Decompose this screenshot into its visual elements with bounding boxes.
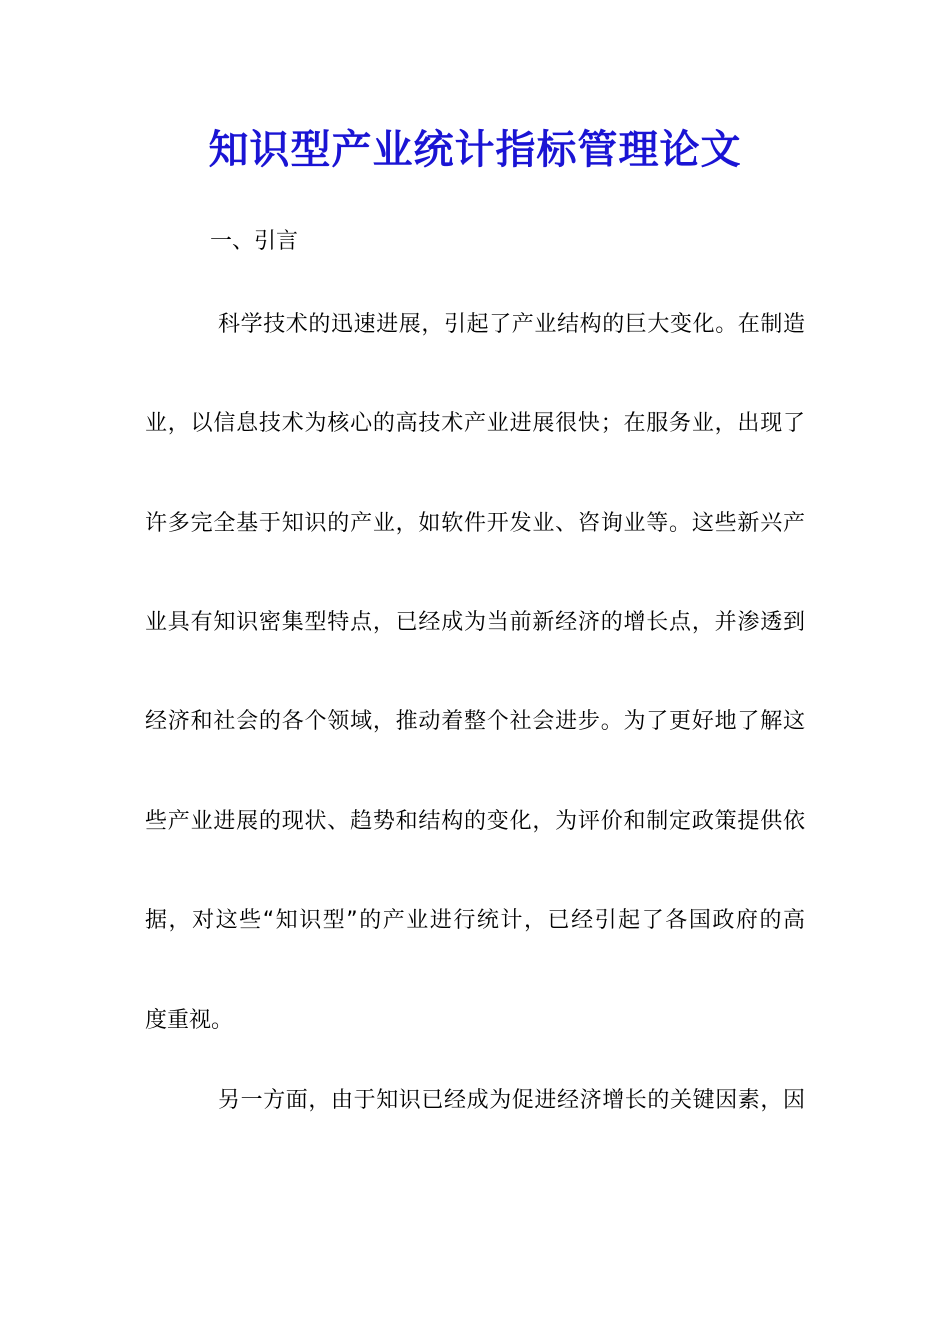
paragraph-1-line-5: 经济和社会的各个领域，推动着整个社会进步。为了更好地了解这: [145, 709, 805, 734]
paragraph-1-line-6: 些产业进展的现状、趋势和结构的变化，为评价和制定政策提供依: [145, 809, 805, 834]
paragraph-1-line-3: 许多完全基于知识的产业，如软件开发业、咨询业等。这些新兴产: [145, 511, 805, 536]
paragraph-1-line-2: 业，以信息技术为核心的高技术产业进展很快；在服务业，出现了: [145, 411, 805, 436]
document-title: 知识型产业统计指标管理论文: [208, 126, 742, 173]
section-heading-introduction: 一、引言: [210, 229, 299, 254]
paragraph-2-line-1: 另一方面，由于知识已经成为促进经济增长的关键因素，因: [218, 1088, 805, 1113]
paragraph-1-line-7: 据，对这些“知识型”的产业进行统计，已经引起了各国政府的高: [145, 908, 805, 933]
paragraph-1-line-8: 度重视。: [145, 1008, 234, 1033]
paragraph-1-line-1: 科学技术的迅速进展，引起了产业结构的巨大变化。在制造: [218, 312, 805, 337]
paragraph-1-line-4: 业具有知识密集型特点，已经成为当前新经济的增长点，并渗透到: [145, 610, 805, 635]
